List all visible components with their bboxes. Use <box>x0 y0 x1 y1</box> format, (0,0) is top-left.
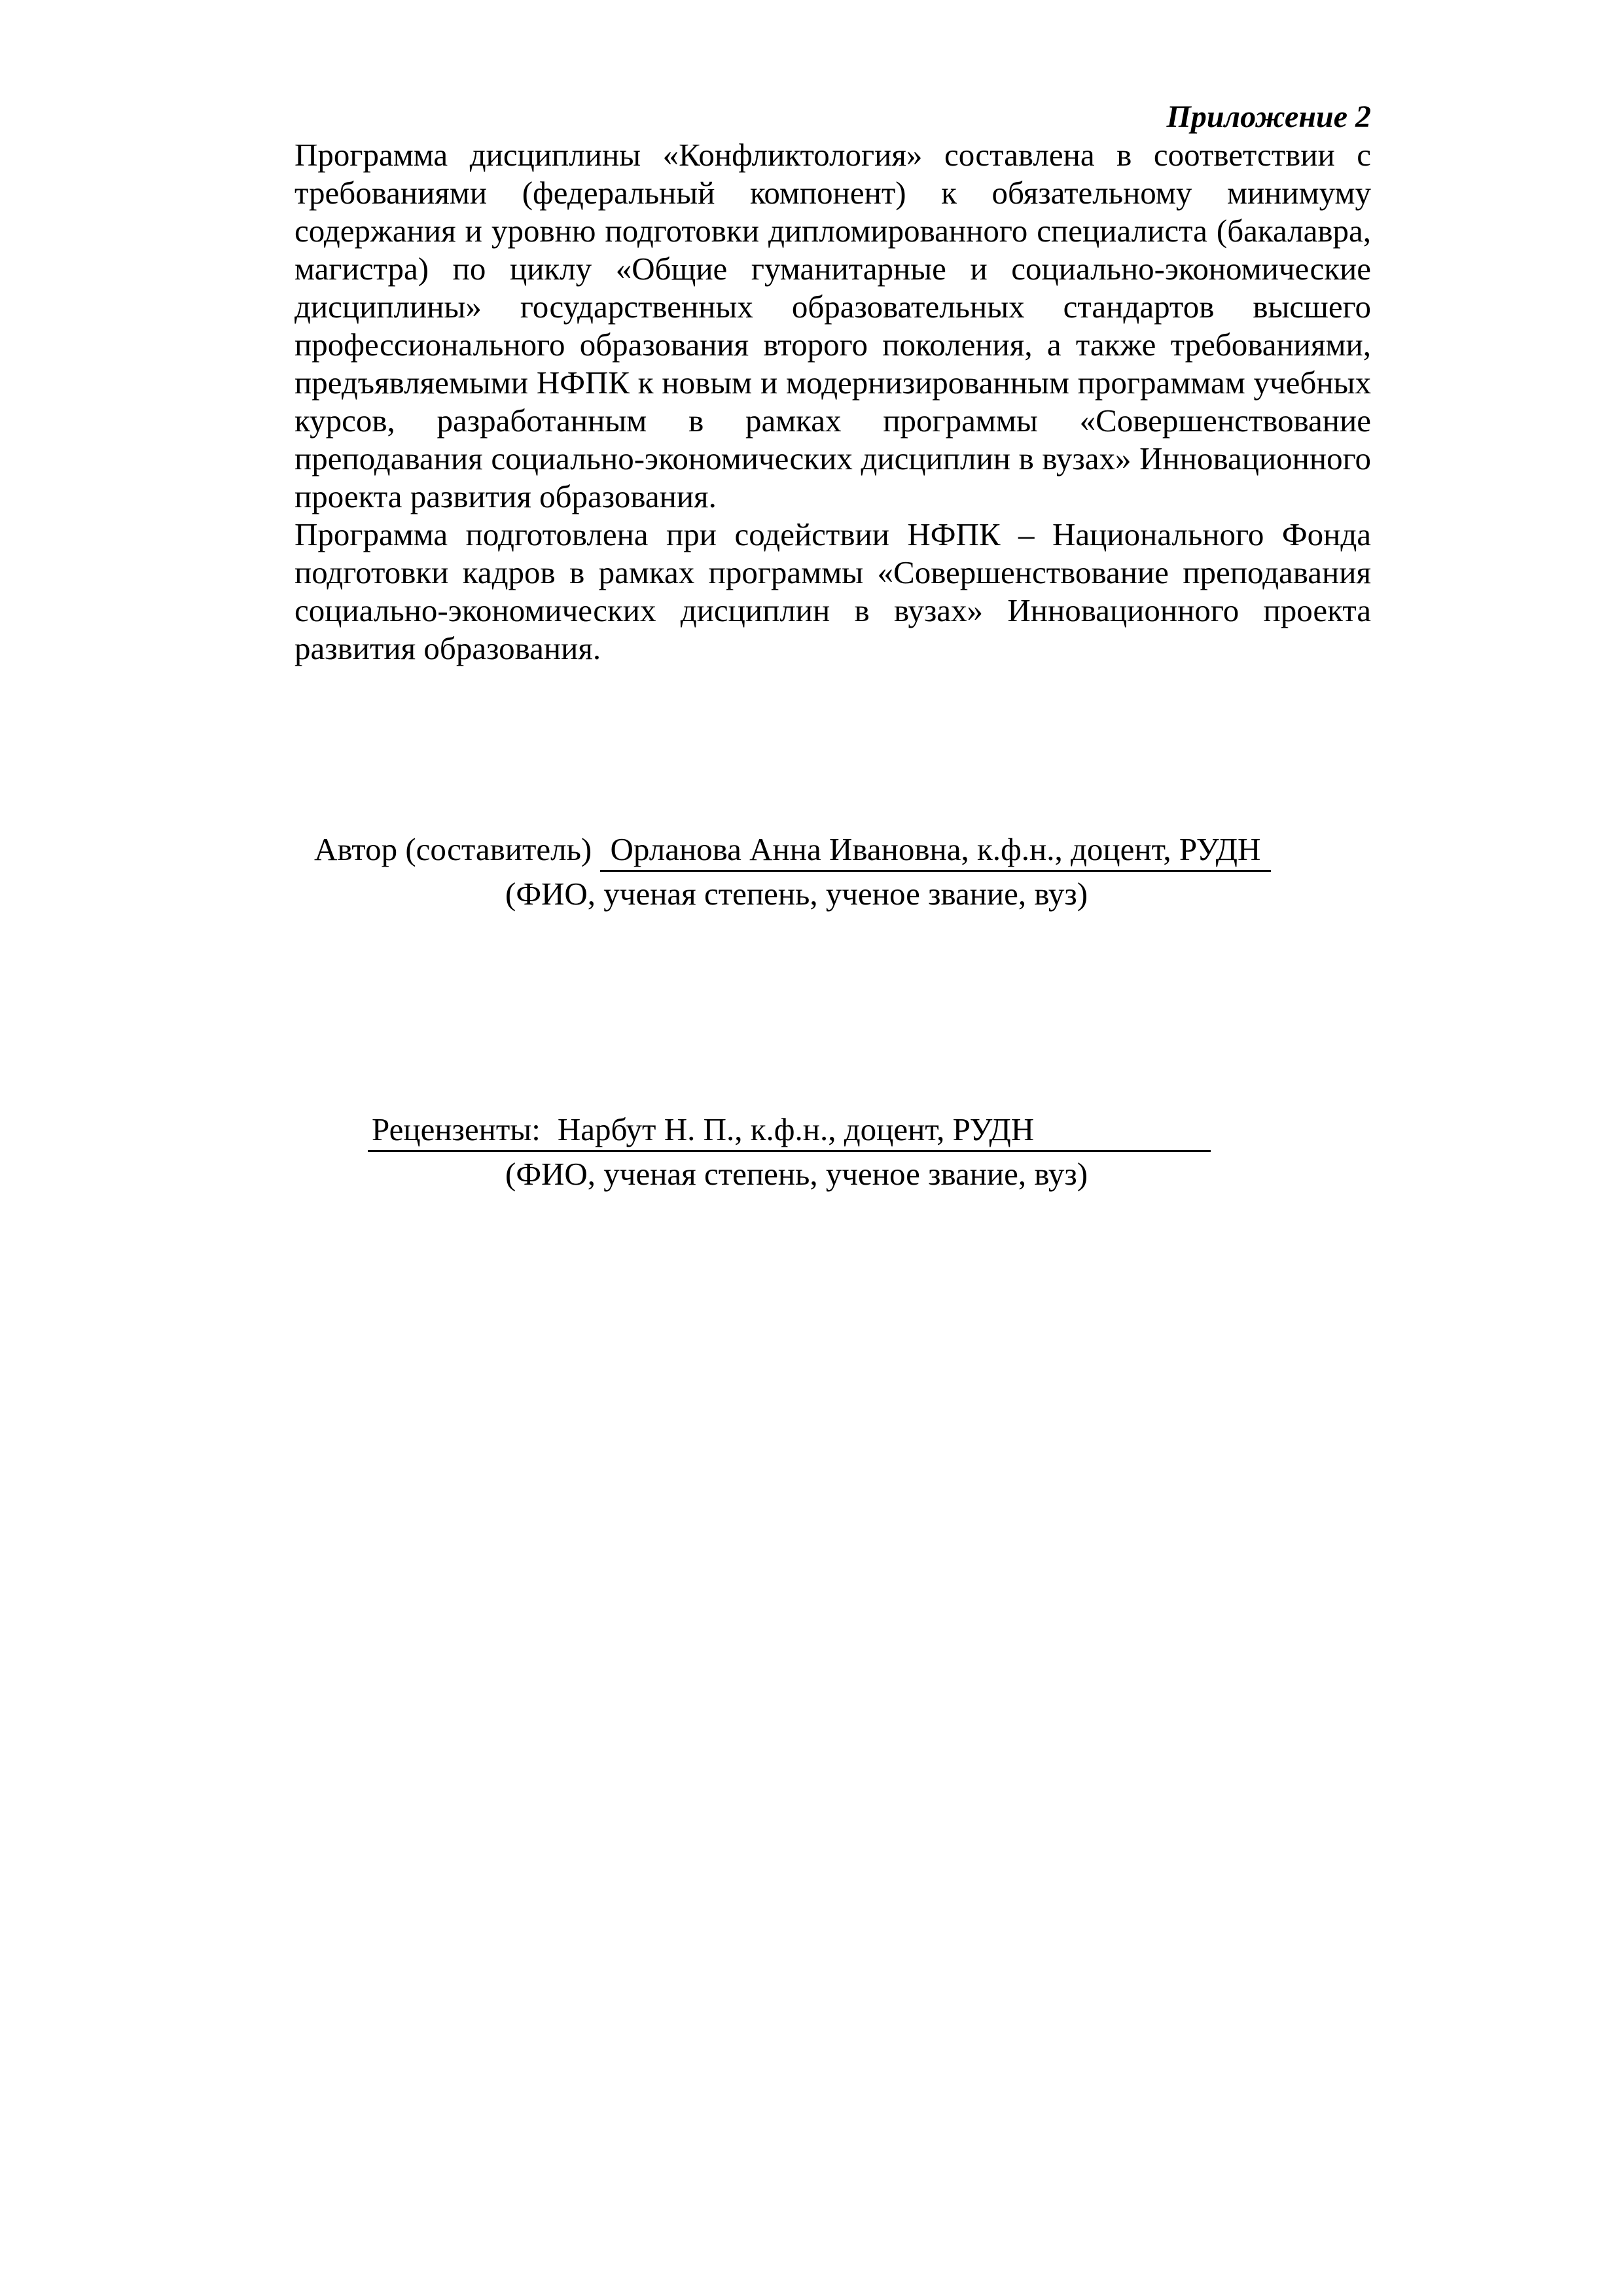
author-value: Орланова Анна Ивановна, к.ф.н., доцент, РУДН <box>600 831 1272 872</box>
author-label: Автор (составитель) <box>314 831 592 867</box>
reviewer-field <box>368 1111 1211 1152</box>
author-line <box>294 830 1371 869</box>
document-content <box>294 0 1371 1194</box>
reviewer-value: Нарбут Н. П., к.ф.н., доцент, РУДН <box>557 1111 1035 1147</box>
reviewer-line <box>294 1110 1371 1149</box>
paragraph-program-support: Программа подготовлена при содействии НФПК – Национального Фонда подготовки кадров в рамках программы «Совершенствование преподавания социально-экономических дисциплин в вузах» Инновационного проекта развития образования. <box>294 516 1371 666</box>
paragraph-program-description: Программа дисциплины «Конфликтология» составлена в соответствии с требованиями (федеральный компонент) к обязательному минимуму содержания и уровню подготовки дипломированного специалиста (бакалавра, магистра) по циклу «Общие гуманитарные и социально-экономические дисциплины» государственных образовательных стандартов высшего профессионального образования второго поколения, а также требованиями, предъявляемыми НФПК к новым и модернизированным программам учебных курсов, разработанным в рамках программы «Совершенствование преподавания социально-экономических дисциплин в вузах» Инновационного проекта развития образования. <box>294 137 1371 514</box>
author-caption: (ФИО, ученая степень, ученое звание, вуз) <box>505 876 1088 912</box>
reviewer-label: Рецензенты: <box>372 1111 541 1147</box>
appendix-label: Приложение 2 <box>1166 99 1371 134</box>
reviewer-caption: (ФИО, ученая степень, ученое звание, вуз) <box>505 1156 1088 1192</box>
